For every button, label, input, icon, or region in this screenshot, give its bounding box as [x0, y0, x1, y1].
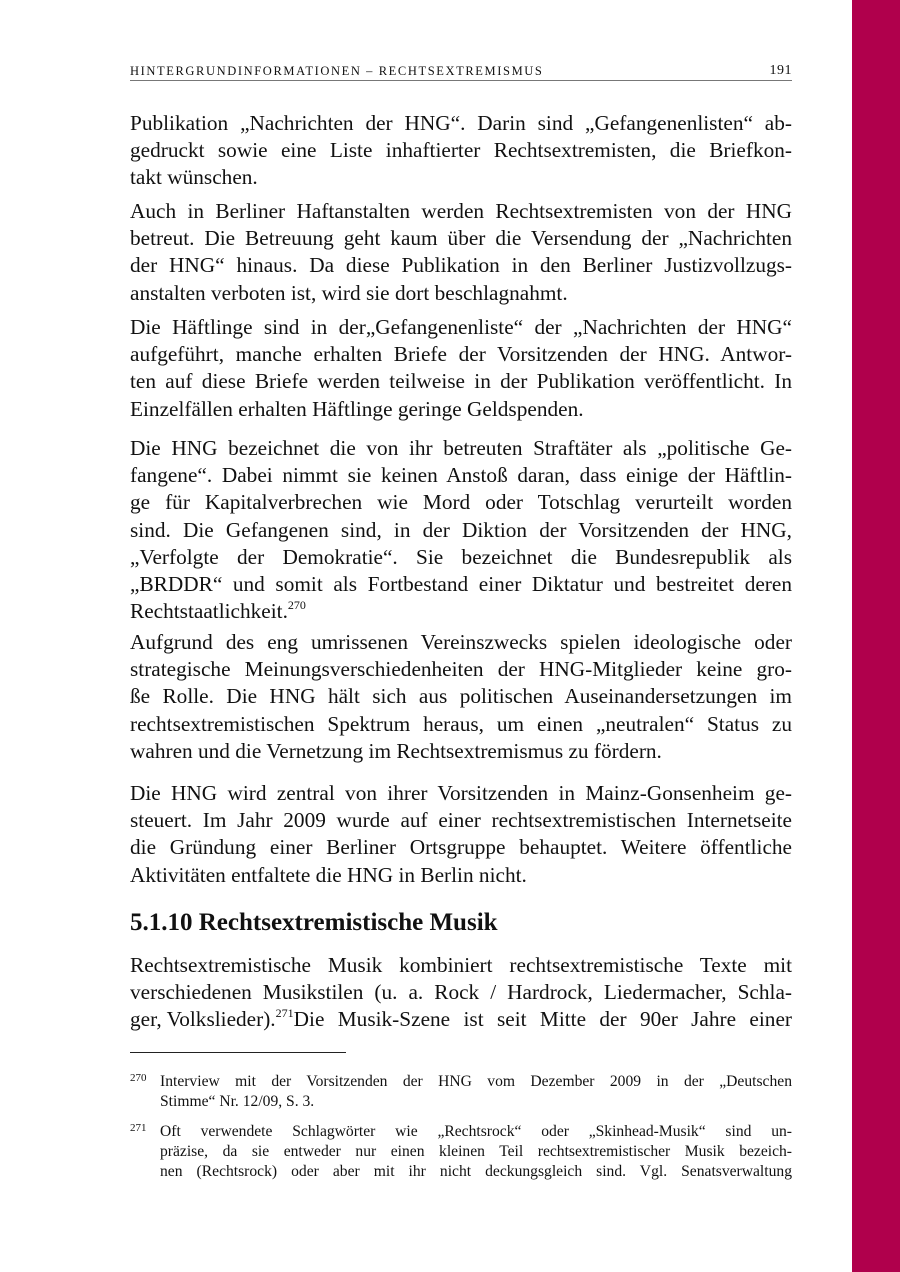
text-line: Stimme“ Nr. 12/09, S. 3. — [160, 1093, 315, 1110]
text-line: nen (Rechtsrock) oder aber mit ihr nicht deckungsgleich sind. Vgl. Senatsverwaltung — [160, 1163, 792, 1180]
text-line: Aktivitäten entfaltete die HNG in Berlin nicht. — [130, 862, 527, 887]
text-line: fangene“. Dabei nimmt sie keinen Anstoß daran, dass einige der Häftlin- — [130, 463, 792, 488]
footnote-number: 270 — [130, 1072, 147, 1084]
text-line: aufgeführt, manche erhalten Briefe der Vorsitzenden der HNG. Antwor- — [130, 342, 792, 367]
text-line: Aufgrund des eng umrissenen Vereinszwecks spielen ideologische oder — [130, 630, 792, 654]
body-paragraph — [130, 780, 792, 889]
text-line: der HNG“ hinaus. Da diese Publikation in den Berliner Justizvollzugs- — [130, 253, 792, 278]
body-paragraph — [130, 629, 792, 765]
text-span: ger, Volkslieder). — [130, 1007, 276, 1032]
text-line: „Verfolgte der Demokratie“. Sie bezeichnet die Bundesrepublik als — [130, 544, 792, 569]
text-line: ten auf diese Briefe werden teilweise in der Publikation veröffentlicht. In — [130, 369, 792, 394]
body-paragraph — [130, 435, 792, 625]
text-line: rechtsextremistischen Spektrum heraus, um einen „neutralen“ Status zu — [130, 711, 792, 736]
text-span: Die Musik-Szene ist seit Mitte der 90er Jahre einer — [293, 1007, 792, 1032]
text-line: takt wünschen. — [130, 165, 258, 190]
text-line: die Gründung einer Berliner Ortsgruppe behauptet. Weitere öffentliche — [130, 835, 792, 860]
text-line: Interview mit der Vorsitzenden der HNG vom Dezember 2009 in der „Deutschen — [160, 1073, 792, 1090]
text-line: Die Häftlinge sind in der„Gefangenenliste“ der „Nachrichten der HNG“ — [130, 315, 792, 339]
text-line: strategische Meinungsverschiedenheiten der HNG-Mitglieder keine gro- — [130, 657, 792, 682]
text-line — [130, 598, 792, 625]
text-line: steuert. Im Jahr 2009 wurde auf einer rechtsextremistischen Internetseite — [130, 808, 792, 833]
page-number: 191 — [769, 63, 792, 78]
text-line: Die HNG wird zentral von ihrer Vorsitzenden in Mainz-Gonsenheim ge- — [130, 781, 792, 805]
text-line: Auch in Berliner Haftanstalten werden Rechtsextremisten von der HNG — [130, 199, 792, 223]
footnote-text — [160, 1122, 792, 1182]
accent-sidebar-bar — [852, 0, 900, 1272]
footnote-separator — [130, 1052, 346, 1053]
body-paragraph — [130, 314, 792, 423]
body-paragraph — [130, 110, 792, 192]
header-title: HINTERGRUNDINFORMATIONEN – RECHTSEXTREMISMUS — [130, 64, 544, 78]
text-line: ge für Kapitalverbrechen wie Mord oder Totschlag verurteilt worden — [130, 490, 792, 515]
text-line — [130, 1006, 792, 1033]
footnote-reference[interactable]: 270 — [287, 598, 306, 613]
text-line: betreut. Die Betreuung geht kaum über die Versendung der „Nachrichten — [130, 226, 792, 251]
running-header — [130, 62, 792, 81]
footnote-number: 271 — [130, 1122, 147, 1134]
text-line: präzise, da sie entweder nur einen kleinen Teil rechtsextremistischer Musik bezeich- — [160, 1143, 792, 1160]
text-line: wahren und die Vernetzung im Rechtsextremismus zu fördern. — [130, 738, 662, 763]
text-line: Publikation „Nachrichten der HNG“. Darin sind „Gefangenenlisten“ ab- — [130, 111, 792, 135]
text-span: Rechtstaatlichkeit. — [130, 599, 288, 624]
text-line: Oft verwendete Schlagwörter wie „Rechtsrock“ oder „Skinhead-Musik“ sind un- — [160, 1123, 792, 1140]
text-line: „BRDDR“ und somit als Fortbestand einer Diktatur und bestreitet deren — [130, 571, 792, 596]
text-line: gedruckt sowie eine Liste inhaftierter Rechtsextremisten, die Briefkon- — [130, 138, 792, 163]
section-heading: 5.1.10 Rechtsextremistische Musik — [130, 909, 498, 936]
text-line: Rechtsextremistische Musik kombiniert rechtsextremistische Texte mit — [130, 953, 792, 977]
text-line: sind. Die Gefangenen sind, in der Diktion der Vorsitzenden der HNG, — [130, 517, 792, 542]
text-line: Die HNG bezeichnet die von ihr betreuten Straftäter als „politische Ge- — [130, 436, 792, 460]
body-paragraph — [130, 952, 792, 1034]
text-line: verschiedenen Musikstilen (u. a. Rock / Hardrock, Liedermacher, Schla- — [130, 980, 792, 1005]
text-line: anstalten verboten ist, wird sie dort beschlagnahmt. — [130, 280, 568, 305]
text-line: Einzelfällen erhalten Häftlinge geringe Geldspenden. — [130, 396, 584, 421]
footnote — [130, 1122, 792, 1182]
text-line: ße Rolle. Die HNG hält sich aus politischen Auseinandersetzungen im — [130, 684, 792, 709]
body-paragraph — [130, 198, 792, 307]
footnote-text — [160, 1072, 792, 1112]
footnote-reference[interactable]: 271 — [275, 1006, 294, 1021]
footnote — [130, 1072, 792, 1112]
